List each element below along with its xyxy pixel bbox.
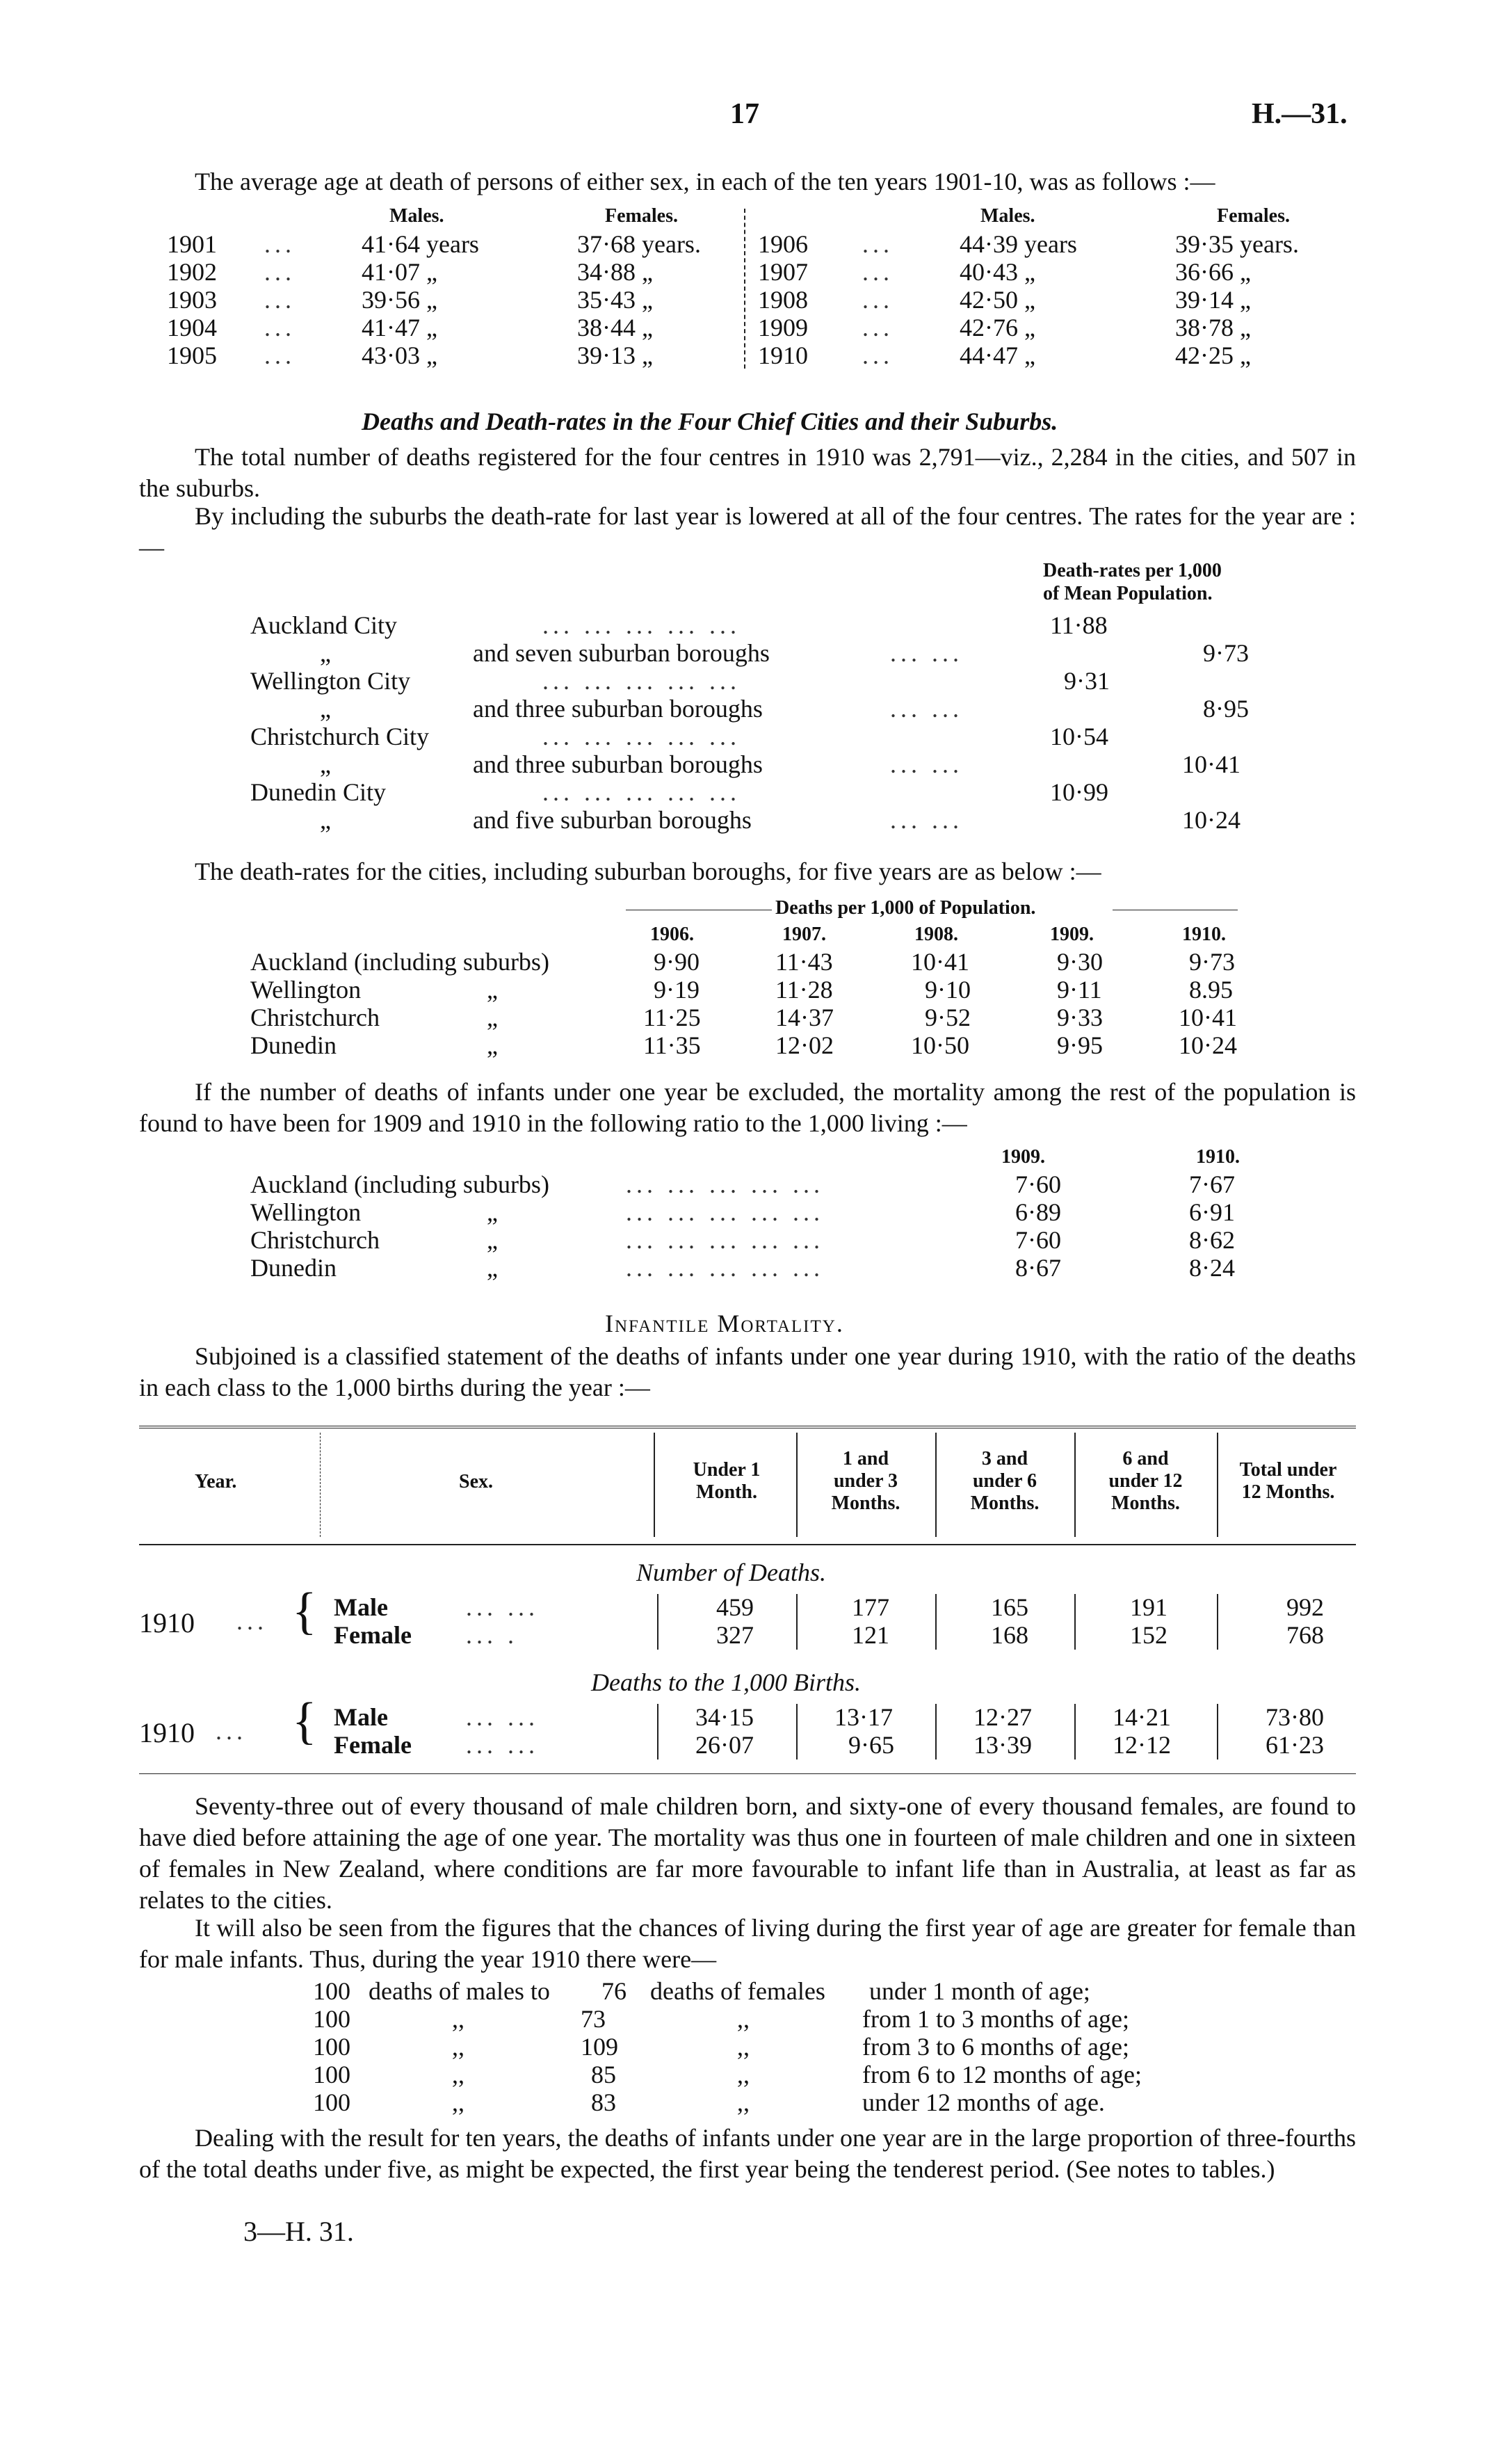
leader-dots: ...: [264, 230, 296, 258]
deaths-value: 177: [852, 1593, 889, 1621]
avg-age-males: 39·56 „: [362, 286, 437, 314]
closing-paragraph-1: [139, 1791, 1356, 1916]
comparison-b-label: ,,: [737, 2088, 750, 2116]
sex-label: Male: [334, 1593, 388, 1621]
comparison-a-label: ,,: [452, 2061, 464, 2088]
col-header-under-1: [664, 1459, 789, 1504]
comparison-a: 100: [313, 1977, 350, 2005]
col-header-1-to-3: [803, 1448, 928, 1515]
ditto-mark: „: [487, 976, 498, 1004]
leader-dots: ... ...: [890, 750, 963, 778]
excl-label: Christchurch: [250, 1226, 380, 1254]
avg-age-year: 1907: [758, 258, 808, 286]
comparison-b: 73: [581, 2005, 606, 2033]
rate-value: 14·21: [1113, 1703, 1171, 1731]
header-line: under 3: [833, 1470, 898, 1492]
col-divider: [654, 1433, 655, 1537]
ditto-mark: „: [487, 1198, 498, 1226]
sex-label: Male: [334, 1703, 388, 1731]
avg-age-year: 1910: [758, 341, 808, 369]
leader-dots: ... ... ... ... ...: [626, 1254, 824, 1282]
deaths-value: 168: [991, 1621, 1028, 1649]
signature-code: 3—H. 31.: [243, 2216, 354, 2247]
excl-label: Auckland (including suburbs): [250, 1170, 549, 1198]
comparison-period: from 3 to 6 months of age;: [862, 2033, 1129, 2061]
avg-age-year: 1909: [758, 314, 808, 341]
five-year-value: 11·25: [643, 1004, 701, 1031]
deaths-value: 152: [1130, 1621, 1167, 1649]
suburb-label: and three suburban boroughs: [473, 695, 763, 723]
five-year-value: 12·02: [775, 1031, 834, 1059]
sex-label: Female: [334, 1731, 412, 1759]
year-col-1907: 1907.: [782, 924, 826, 945]
cities-heading: Deaths and Death-rates in the Four Chief Cities and their Suburbs.: [362, 408, 1058, 435]
col-divider: [1217, 1704, 1218, 1760]
five-year-value: 9·52: [925, 1004, 971, 1031]
rate-value: 13·17: [834, 1703, 893, 1731]
col-divider: [1217, 1433, 1218, 1537]
ditto-mark: „: [487, 1031, 498, 1059]
avg-age-year: 1908: [758, 286, 808, 314]
avg-age-year: 1901: [167, 230, 217, 258]
avg-age-females: 39·13 „: [577, 341, 653, 369]
avg-age-males: 42·76 „: [960, 314, 1035, 341]
avg-age-year: 1906: [758, 230, 808, 258]
comparison-a-label: ,,: [452, 2088, 464, 2116]
suburb-rate: 10·24: [1182, 806, 1241, 834]
ditto-mark: „: [320, 695, 331, 723]
five-year-value: 9·90: [654, 948, 700, 976]
rate-value: 12·27: [973, 1703, 1032, 1731]
excl-col-1910: 1910.: [1196, 1146, 1240, 1168]
header-line: Months.: [970, 1492, 1040, 1514]
avg-age-males: 44·47 „: [960, 341, 1035, 369]
excl-value-1910: 6·91: [1189, 1198, 1235, 1226]
col-divider: [796, 1594, 798, 1650]
avg-age-intro: The average age at death of persons of either sex, in each of the ten years 1901-10, was as follows :—: [195, 168, 1215, 195]
five-year-label: Wellington: [250, 976, 362, 1004]
excl-label: Wellington: [250, 1198, 362, 1226]
comparison-a-label: ,,: [452, 2005, 464, 2033]
rate-value: 26·07: [695, 1731, 754, 1759]
col-header-6-to-12: [1081, 1448, 1210, 1515]
avg-age-males: 43·03 „: [362, 341, 437, 369]
avg-age-males: 41·07 „: [362, 258, 437, 286]
closing-paragraph-2-text: It will also be seen from the figures that the chances of living during the first year of age are greater for female than for male infants. Thus, during the year 1910 there were—: [139, 1914, 1356, 1973]
five-year-value: 11·35: [643, 1031, 701, 1059]
comparison-b: 85: [591, 2061, 616, 2088]
brace: {: [292, 1693, 317, 1750]
avg-age-divider: [744, 209, 745, 369]
col-divider: [796, 1704, 798, 1760]
excl-col-1909: 1909.: [1001, 1146, 1045, 1168]
col-divider: [1074, 1433, 1076, 1537]
sex-label: Female: [334, 1621, 412, 1649]
suburb-rate: 9·73: [1203, 639, 1249, 667]
comparison-b: 109: [581, 2033, 618, 2061]
avg-age-males: 40·43 „: [960, 258, 1035, 286]
cities-paragraph-2: [139, 501, 1356, 563]
table-header-rule: [139, 1544, 1356, 1545]
five-year-value: 9·11: [1057, 976, 1102, 1004]
year-col-1908: 1908.: [914, 924, 958, 945]
comparison-b-label: deaths of females: [650, 1977, 825, 2005]
leader-dots: ... ...: [890, 806, 963, 834]
rate-value: 73·80: [1266, 1703, 1324, 1731]
avg-age-females-header-right: Females.: [1217, 205, 1290, 227]
five-year-value: 10·24: [1179, 1031, 1237, 1059]
header-line: Months.: [831, 1492, 900, 1514]
excl-value-1909: 6·89: [1015, 1198, 1061, 1226]
table-bottom-rule: [139, 1773, 1356, 1774]
suburb-label: and three suburban boroughs: [473, 750, 763, 778]
comparison-a-label: ,,: [452, 2033, 464, 2061]
leader-dots: ...: [236, 1607, 268, 1635]
cities-paragraph-1: [139, 442, 1356, 504]
col-header-year: Year.: [195, 1471, 237, 1492]
header-line: 12 Months.: [1241, 1481, 1335, 1503]
five-year-label: Christchurch: [250, 1004, 380, 1031]
deaths-value: 992: [1286, 1593, 1324, 1621]
header-line: under 12: [1108, 1470, 1183, 1492]
deaths-year: 1910: [139, 1607, 195, 1638]
comparison-a: 100: [313, 2005, 350, 2033]
header-line: 3 and: [981, 1448, 1028, 1469]
deaths-value: 165: [991, 1593, 1028, 1621]
col-header-sex: Sex.: [459, 1471, 493, 1492]
header-line: Under 1: [693, 1459, 761, 1481]
col-divider: [935, 1704, 937, 1760]
avg-age-females-header-left: Females.: [605, 205, 678, 227]
ditto-mark: „: [487, 1226, 498, 1254]
five-year-value: 10·41: [911, 948, 969, 976]
ditto-mark: „: [487, 1004, 498, 1031]
page-number: 17: [730, 98, 759, 130]
leader-dots: ... ... ... ... ...: [626, 1226, 824, 1254]
five-year-value: 9·33: [1057, 1004, 1103, 1031]
excl-infants-paragraph-text: If the number of deaths of infants under one year be excluded, the mortality among the rest of the population is found to have been for 1909 and 1910 in the following ratio to the 1,000 living :—: [139, 1078, 1356, 1137]
five-year-value: 9·95: [1057, 1031, 1103, 1059]
avg-age-males: 42·50 „: [960, 286, 1035, 314]
excl-value-1909: 7·60: [1015, 1170, 1061, 1198]
ditto-mark: „: [320, 806, 331, 834]
avg-age-males-header-right: Males.: [980, 205, 1035, 227]
avg-age-males: 44·39 years: [960, 230, 1077, 258]
col-header-3-to-6: [942, 1448, 1067, 1515]
leader-dots: ...: [264, 314, 296, 341]
leader-dots: ...: [862, 314, 894, 341]
leader-dots: ... ... ... ... ...: [542, 667, 741, 695]
rate-header-line-2: of Mean Population.: [1043, 583, 1213, 604]
comparison-period: from 6 to 12 months of age;: [862, 2061, 1142, 2088]
five-year-value: 9·19: [654, 976, 700, 1004]
closing-paragraph-3: [139, 2123, 1356, 2185]
brace: {: [292, 1583, 317, 1640]
city-label: Auckland City: [250, 611, 397, 639]
leader-dots: ... ...: [466, 1593, 539, 1621]
leader-dots: ... ... ... ... ...: [542, 778, 741, 806]
avg-age-males-header-left: Males.: [389, 205, 444, 227]
ditto-mark: „: [320, 750, 331, 778]
avg-age-year: 1903: [167, 286, 217, 314]
comparison-b-label: ,,: [737, 2005, 750, 2033]
five-year-value: 14·37: [775, 1004, 834, 1031]
leader-dots: ... ...: [466, 1731, 539, 1759]
five-year-value: 9·73: [1189, 948, 1235, 976]
ditto-mark: „: [320, 639, 331, 667]
header-line: Months.: [1111, 1492, 1180, 1514]
comparison-b: 76: [601, 1977, 627, 2005]
col-divider: [1074, 1704, 1076, 1760]
leader-dots: ...: [216, 1717, 247, 1745]
excl-infants-paragraph: [139, 1077, 1356, 1139]
avg-age-males: 41·64 years: [362, 230, 479, 258]
avg-age-year: 1904: [167, 314, 217, 341]
col-divider: [1217, 1594, 1218, 1650]
suburb-label: and seven suburban boroughs: [473, 639, 770, 667]
closing-paragraph-1-text: Seventy-three out of every thousand of male children born, and sixty-one of every thousand females, are found to have died before attaining the age of one year. The mortality was thus one in fourteen of male children and one in sixteen of females in New Zealand, where conditions are far more favourable to infant life than in Australia, at least as far as relates to the cities.: [139, 1792, 1356, 1914]
col-divider: [320, 1433, 321, 1537]
excl-value-1909: 8·67: [1015, 1254, 1061, 1282]
col-divider: [796, 1433, 798, 1537]
year-col-1909: 1909.: [1050, 924, 1094, 945]
leader-dots: ...: [862, 258, 894, 286]
avg-age-year: 1902: [167, 258, 217, 286]
header-line: 1 and: [842, 1448, 889, 1469]
comparison-a: 100: [313, 2061, 350, 2088]
five-year-value: 11·43: [775, 948, 833, 976]
avg-age-females: 37·68 years.: [577, 230, 701, 258]
header-line: under 6: [972, 1470, 1037, 1492]
avg-age-year: 1905: [167, 341, 217, 369]
leader-dots: ... ... ... ... ...: [542, 723, 741, 750]
rate-value: 12·12: [1113, 1731, 1171, 1759]
rate-value: 61·23: [1266, 1731, 1324, 1759]
year-col-1906: 1906.: [650, 924, 694, 945]
excl-value-1910: 8·24: [1189, 1254, 1235, 1282]
rate-value: 34·15: [695, 1703, 754, 1731]
rate-value: 9·65: [848, 1731, 894, 1759]
five-year-intro: The death-rates for the cities, including suburban boroughs, for five years are as below :—: [195, 857, 1101, 885]
city-label: Wellington City: [250, 667, 411, 695]
comparison-b: 83: [591, 2088, 616, 2116]
col-divider: [935, 1433, 937, 1537]
section-deaths-per-1000: Deaths to the 1,000 Births.: [591, 1668, 861, 1696]
infantile-intro: [139, 1341, 1356, 1403]
cities-paragraph-2-text: By including the suburbs the death-rate for last year is lowered at all of the four centres. The rates for the year are :—: [139, 502, 1356, 561]
five-year-span-header: Deaths per 1,000 of Population.: [775, 897, 1036, 919]
closing-paragraph-3-text: Dealing with the result for ten years, the deaths of infants under one year are in the large proportion of three-fourths of the total deaths under five, as might be expected, the first year being the tenderest period. (See notes to tables.): [139, 2124, 1356, 2183]
excl-value-1910: 8·62: [1189, 1226, 1235, 1254]
rate-value: 13·39: [973, 1731, 1032, 1759]
avg-age-females: 38·78 „: [1175, 314, 1251, 341]
five-year-label: Auckland (including suburbs): [250, 948, 549, 976]
city-rate: 9·31: [1064, 667, 1110, 695]
leader-dots: ... ... ... ... ...: [626, 1198, 824, 1226]
avg-age-males: 41·47 „: [362, 314, 437, 341]
comparison-b-label: ,,: [737, 2033, 750, 2061]
city-rate: 11·88: [1050, 611, 1108, 639]
suburb-label: and five suburban boroughs: [473, 806, 752, 834]
leader-dots: ...: [264, 341, 296, 369]
infantile-heading: Infantile Mortality.: [605, 1310, 844, 1337]
avg-age-females: 36·66 „: [1175, 258, 1251, 286]
city-rate: 10·99: [1050, 778, 1108, 806]
col-divider: [935, 1594, 937, 1650]
table-top-rule: [139, 1426, 1356, 1428]
rate-header-line-1: Death-rates per 1,000: [1043, 560, 1222, 581]
deaths-value: 768: [1286, 1621, 1324, 1649]
comparison-a: 100: [313, 2088, 350, 2116]
comparison-a: 100: [313, 2033, 350, 2061]
deaths-value: 459: [716, 1593, 754, 1621]
comparison-a-label: deaths of males to: [369, 1977, 550, 2005]
col-divider: [657, 1704, 658, 1760]
five-year-value: 10·50: [911, 1031, 969, 1059]
comparison-period: under 12 months of age.: [862, 2088, 1105, 2116]
leader-dots: ... .: [466, 1621, 518, 1649]
rates-year: 1910: [139, 1717, 195, 1748]
leader-dots: ... ...: [890, 639, 963, 667]
five-year-value: 9·30: [1057, 948, 1103, 976]
cities-paragraph-1-text: The total number of deaths registered for the four centres in 1910 was 2,791—viz., 2,284 in the cities, and 507 in the suburbs.: [139, 443, 1356, 502]
col-divider: [1074, 1594, 1076, 1650]
leader-dots: ...: [862, 341, 894, 369]
avg-age-females: 42·25 „: [1175, 341, 1251, 369]
five-year-value: 8.95: [1189, 976, 1233, 1004]
leader-dots: ... ...: [890, 695, 963, 723]
comparison-period: from 1 to 3 months of age;: [862, 2005, 1129, 2033]
infantile-intro-text: Subjoined is a classified statement of the deaths of infants under one year during 1910, with the ratio of the deaths in each class to the 1,000 births during the year :—: [139, 1342, 1356, 1401]
excl-value-1910: 7·67: [1189, 1170, 1235, 1198]
five-year-value: 9·10: [925, 976, 971, 1004]
leader-dots: ...: [862, 286, 894, 314]
avg-age-females: 35·43 „: [577, 286, 653, 314]
leader-dots: ...: [862, 230, 894, 258]
avg-age-females: 39·14 „: [1175, 286, 1251, 314]
avg-age-females: 39·35 years.: [1175, 230, 1299, 258]
leader-dots: ... ...: [466, 1703, 539, 1731]
leader-dots: ...: [264, 258, 296, 286]
deaths-value: 121: [852, 1621, 889, 1649]
document-code: H.—31.: [1252, 98, 1348, 130]
closing-paragraph-2: [139, 1913, 1356, 1975]
leader-dots: ... ... ... ... ...: [542, 611, 741, 639]
deaths-value: 191: [1130, 1593, 1167, 1621]
avg-age-females: 34·88 „: [577, 258, 653, 286]
suburb-rate: 10·41: [1182, 750, 1241, 778]
city-rate: 10·54: [1050, 723, 1108, 750]
col-header-total: [1224, 1459, 1352, 1504]
section-number-of-deaths: Number of Deaths.: [636, 1559, 826, 1586]
city-label: Christchurch City: [250, 723, 429, 750]
col-divider: [657, 1594, 658, 1650]
leader-dots: ... ... ... ... ...: [626, 1170, 824, 1198]
five-year-value: 10·41: [1179, 1004, 1237, 1031]
year-col-1910: 1910.: [1182, 924, 1226, 945]
excl-value-1909: 7·60: [1015, 1226, 1061, 1254]
ditto-mark: „: [487, 1254, 498, 1282]
city-label: Dunedin City: [250, 778, 386, 806]
excl-label: Dunedin: [250, 1254, 337, 1282]
avg-age-females: 38·44 „: [577, 314, 653, 341]
deaths-value: 327: [716, 1621, 754, 1649]
header-line: Month.: [696, 1481, 757, 1503]
comparison-period: under 1 month of age;: [869, 1977, 1090, 2005]
comparison-b-label: ,,: [737, 2061, 750, 2088]
header-line: Total under: [1239, 1459, 1337, 1481]
leader-dots: ...: [264, 286, 296, 314]
suburb-rate: 8·95: [1203, 695, 1249, 723]
header-line: 6 and: [1122, 1448, 1169, 1469]
five-year-value: 11·28: [775, 976, 833, 1004]
five-year-label: Dunedin: [250, 1031, 337, 1059]
